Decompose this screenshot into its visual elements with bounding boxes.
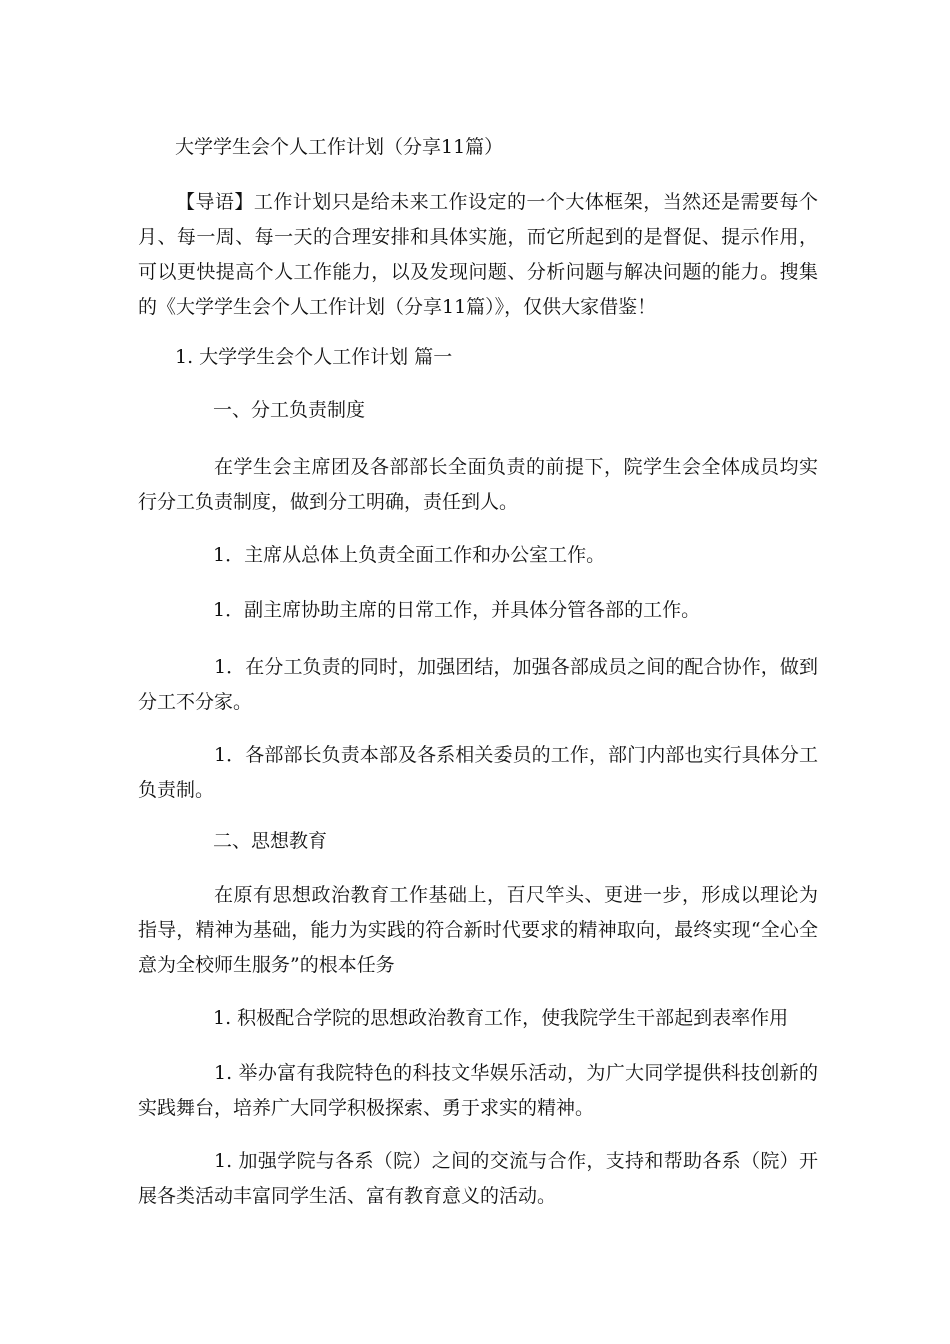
part2-item-1: 1. 积极配合学院的思想政治教育工作，使我院学生干部起到表率作用 (213, 1007, 789, 1029)
intro-paragraph: 【导语】工作计划只是给未来工作设定的一个大体框架，当然还是需要每个月、每一周、每一天的合理安排和具体实施，而它所起到的是督促、提示作用，可以更快提高个人工作能力，以及发现问题、分析问题与解决问题的能力。搜集的《大学学生会个人工作计划（分享11篇）》，仅供大家借鉴！ (138, 191, 818, 318)
part2-intro-paragraph: 在原有思想政治教育工作基础上，百尺竿头、更进一步，形成以理论为指导，精神为基础，能力为实践的符合新时代要求的精神取向，最终实现“全心全意为全校师生服务”的根本任务 (138, 884, 818, 976)
part1-item-4: 1．各部部长负责本部及各系相关委员的工作，部门内部也实行具体分工负责制。 (138, 744, 818, 801)
section-heading: 1. 大学学生会个人工作计划 篇一 (175, 346, 453, 368)
part1-item-1: 1．主席从总体上负责全面工作和办公室工作。 (213, 544, 606, 566)
part-heading-2: 二、思想教育 (213, 830, 328, 852)
part-heading-1: 一、分工负责制度 (213, 399, 366, 421)
part1-intro-paragraph: 在学生会主席团及各部部长全面负责的前提下，院学生会全体成员均实行分工负责制度，做到分工明确，责任到人。 (138, 456, 818, 513)
part2-item-3: 1. 加强学院与各系（院）之间的交流与合作，支持和帮助各系（院）开展各类活动丰富同学生活、富有教育意义的活动。 (138, 1150, 818, 1207)
part1-item-2: 1．副主席协助主席的日常工作，并具体分管各部的工作。 (213, 599, 701, 621)
document-title: 大学学生会个人工作计划（分享11篇） (175, 136, 504, 158)
part2-item-2: 1. 举办富有我院特色的科技文华娱乐活动，为广大同学提供科技创新的实践舞台，培养广大同学积极探索、勇于求实的精神。 (138, 1062, 818, 1119)
part1-item-3: 1．在分工负责的同时，加强团结，加强各部成员之间的配合协作，做到分工不分家。 (138, 656, 818, 713)
